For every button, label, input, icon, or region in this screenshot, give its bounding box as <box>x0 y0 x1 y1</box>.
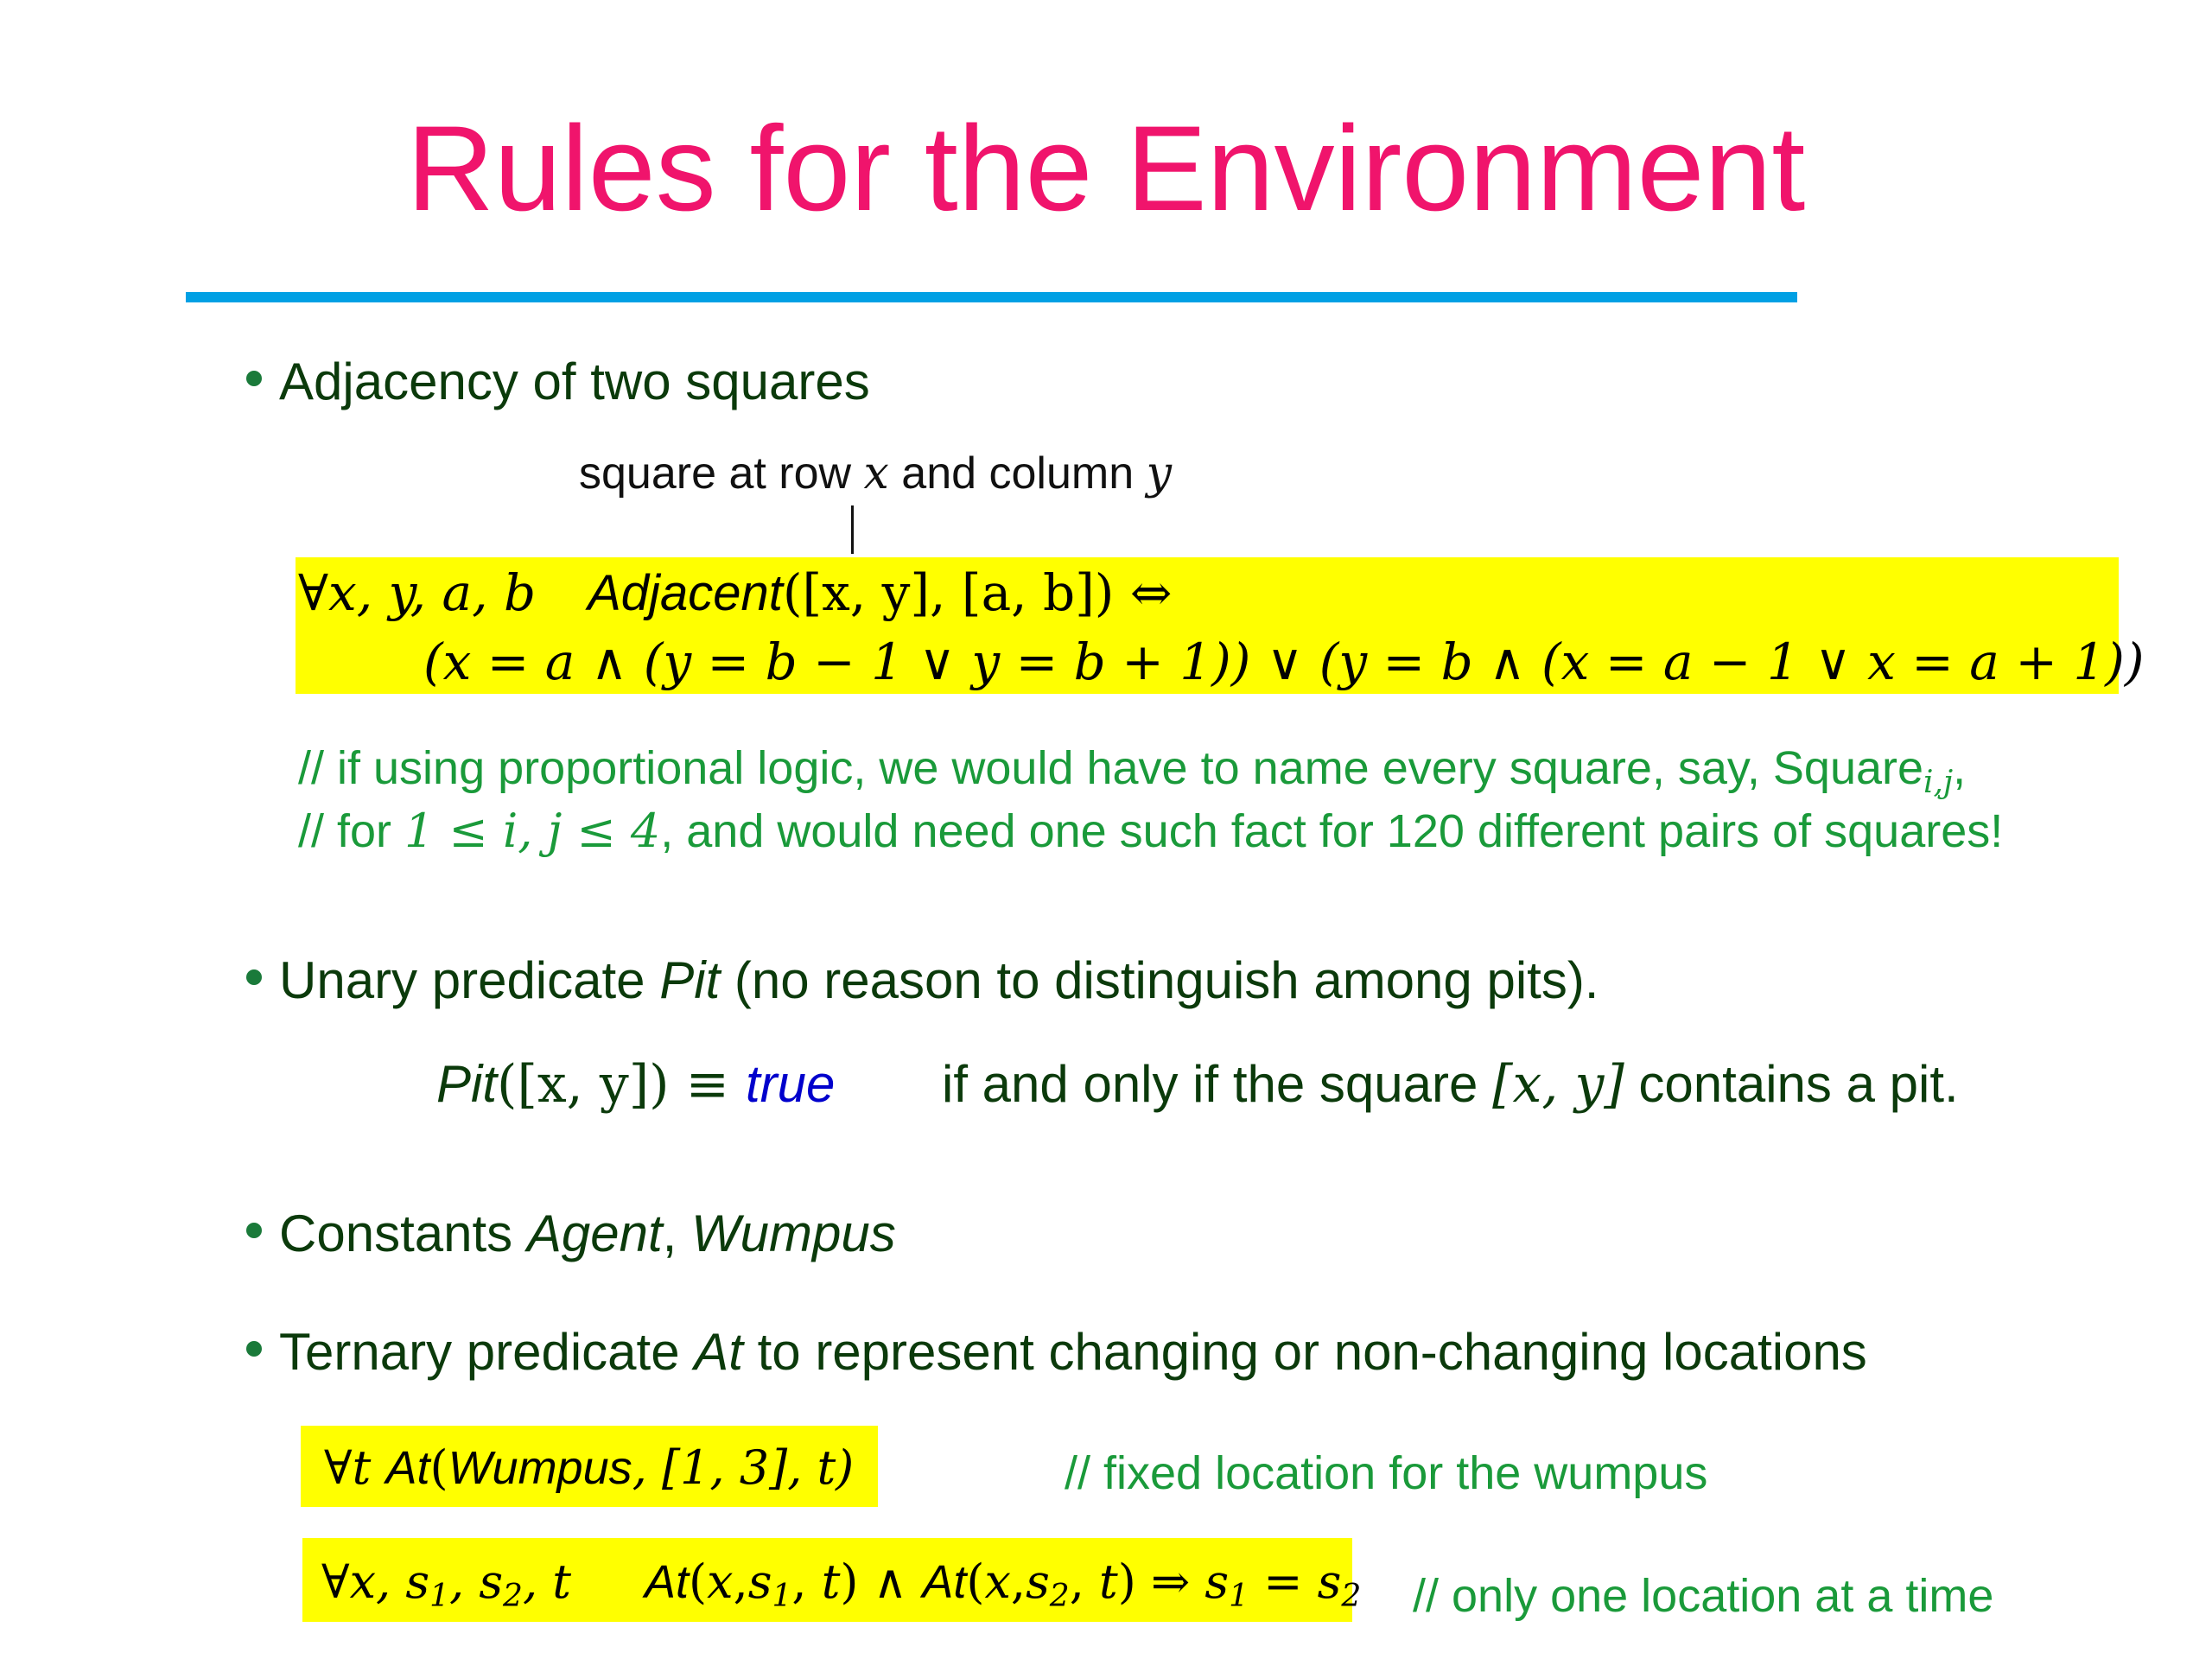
at-fixed-comment: // fixed location for the wumpus <box>1065 1447 1708 1499</box>
adjacent-formula-line1: ∀x, y, a, b Adjacent([x, y], [a, b]) ⇔ <box>298 563 1173 622</box>
bullet-dot <box>246 371 262 386</box>
bullet-pit: Unary predicate Pit (no reason to distinguish among pits). <box>246 955 1599 1007</box>
bullet-dot <box>246 969 262 985</box>
square-annotation: square at row x and column y <box>579 448 1172 499</box>
annotation-pointer <box>851 505 854 554</box>
pit-description: if and only if the square [x, y] contains a pit. <box>942 1054 1959 1115</box>
bullet-adjacency <box>246 353 870 410</box>
at-unique-comment: // only one location at a time <box>1413 1570 1994 1622</box>
bullet-dot <box>246 1223 262 1238</box>
pit-formula: Pit([x, y]) ≡ true <box>436 1054 836 1115</box>
comment-line-1: // if using proportional logic, we would have to name every square, say, Square$_{i,j}$, <box>298 742 1967 800</box>
bullet-dot <box>246 1341 262 1357</box>
title-divider <box>186 292 1797 302</box>
page-title: Rules for the Environment <box>406 100 1806 236</box>
bullet-at: Ternary predicate At to represent changing or non-changing locations <box>246 1326 1867 1378</box>
bullet-text: Adjacency of two squares <box>279 353 870 410</box>
at-fixed-formula: ∀t At(Wumpus, [1, 3], t) <box>324 1440 855 1495</box>
comment-line-2: // for 1 ≤ i, j ≤ 4, and would need one such fact for 120 different pairs of squares! <box>298 804 2004 858</box>
adjacent-formula-line2: (x = a ∧ (y = b − 1 ∨ y = b + 1)) ∨ (y = b ∧ (x = a − 1 ∨ x = a + 1)) <box>423 632 2145 691</box>
bullet-constants: Constants Agent, Wumpus <box>246 1208 896 1260</box>
at-unique-formula: ∀x, $s_1$, $s_2$, t $At(x,s_1$, t) ∧ $At(x,s_2$, t) ⇒ $s_1 = s_2$ <box>321 1554 1362 1614</box>
